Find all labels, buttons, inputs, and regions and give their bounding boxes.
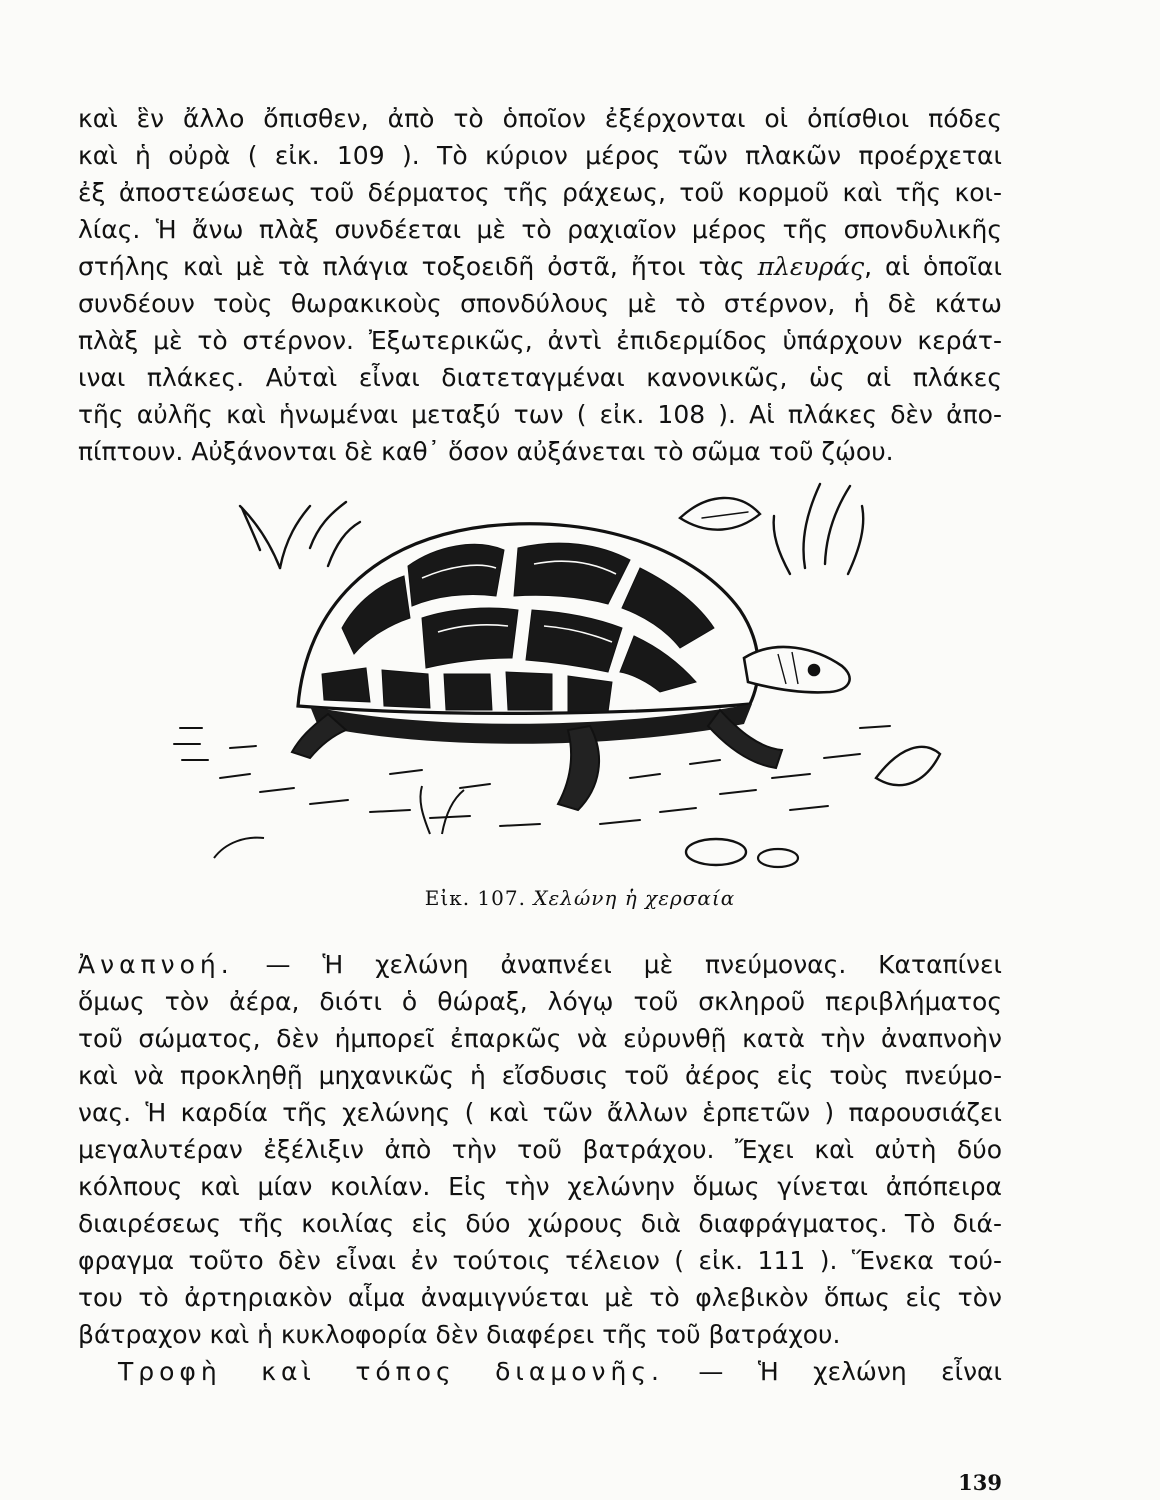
text-line: πλὰξ μὲ τὸ στέρνον. Ἐξωτερικῶς, ἀντὶ ἐπιδερμίδος ὑπάρχουν κεράτ- xyxy=(78,326,1002,355)
figure-caption xyxy=(0,886,1160,910)
text-line: πίπτουν. Αὐξάνονται δὲ καθ᾽ ὅσον αὐξάνεται τὸ σῶμα τοῦ ζῴου. xyxy=(78,437,894,466)
caption-text: Χελώνη ἡ χερσαία xyxy=(533,886,736,910)
section-heading-breathing: Ἀναπνοή. xyxy=(78,950,234,979)
caption-label: Εἰκ. 107. xyxy=(424,886,526,910)
pebble-icon xyxy=(686,839,746,865)
text-line: βάτραχον καὶ ἡ κυκλοφορία δὲν διαφέρει τῆς τοῦ βατράχου. xyxy=(78,1320,841,1349)
page-number: 139 xyxy=(958,1470,1002,1495)
text-line: καὶ ἓν ἄλλο ὄπισθεν, ἀπὸ τὸ ὁποῖον ἐξέρχονται οἱ ὀπίσθιοι πόδες xyxy=(78,104,1002,133)
text-line: νας. Ἡ καρδία τῆς χελώνης ( καὶ τῶν ἄλλων ἑρπετῶν ) παρουσιάζει xyxy=(78,1098,1002,1127)
text-line: του τὸ ἀρτηριακὸν αἷμα ἀναμιγνύεται μὲ τὸ φλεβικὸν ὅπως εἰς τὸν xyxy=(78,1283,1002,1312)
leaf-icon xyxy=(702,512,748,518)
section-heading-food: Τροφὴ καὶ τόπος διαμονῆς. xyxy=(118,1357,664,1386)
pebble-icon xyxy=(758,849,798,867)
text-line: τοῦ σώματος, δὲν ἠμπορεῖ ἐπαρκῶς νὰ εὐρυνθῇ κατὰ τὴν ἀναπνοὴν xyxy=(78,1024,1002,1053)
text-line: καὶ ἡ οὐρὰ ( εἰκ. 109 ). Τὸ κύριον μέρος τῶν πλακῶν προέρχεται xyxy=(78,141,1002,170)
tortoise-illustration xyxy=(160,478,960,878)
text-fragment: στήλης καὶ μὲ τὰ πλάγια τοξοειδῆ ὀστᾶ, ἤτοι τὰς xyxy=(78,252,758,281)
text-line: ὅμως τὸν ἀέρα, διότι ὁ θώραξ, λόγῳ τοῦ σκληροῦ περιβλήματος xyxy=(78,987,1002,1016)
text-line: μεγαλυτέραν ἐξέλιξιν ἀπὸ τὴν τοῦ βατράχου. Ἔχει καὶ αὐτὴ δύο xyxy=(78,1135,1002,1164)
leaf-icon xyxy=(680,498,760,530)
plant-icon xyxy=(774,484,864,574)
text-fragment: — Ἡ χελώνη εἶναι xyxy=(663,1357,1002,1386)
text-line: συνδέουν τοὺς θωρακικοὺς σπονδύλους μὲ τὸ στέρνον, ἡ δὲ κάτω xyxy=(78,289,1002,318)
text-line: ιναι πλάκες. Αὐταὶ εἶναι διατεταγμέναι κανονικῶς, ὡς αἱ πλάκες xyxy=(78,363,1002,392)
text-line: διαιρέσεως τῆς κοιλίας εἰς δύο χώρους διὰ διαφράγματος. Τὸ διά- xyxy=(78,1209,1002,1238)
text-line-breathing-heading xyxy=(78,946,1002,983)
italic-term: πλευράς xyxy=(757,252,865,281)
leaf-icon xyxy=(876,747,940,785)
plant-icon xyxy=(214,786,464,858)
text-line: φραγμα τοῦτο δὲν εἶναι ἐν τούτοις τέλειον ( εἰκ. 111 ). Ἕνεκα τού- xyxy=(78,1246,1002,1275)
text-line: τῆς αὐλῆς καὶ ἡνωμέναι μεταξύ των ( εἰκ. 108 ). Αἱ πλάκες δὲν ἀπο- xyxy=(78,400,1002,429)
text-line: κόλπους καὶ μίαν κοιλίαν. Εἰς τὴν χελώνην ὅμως γίνεται ἀπόπειρα xyxy=(78,1172,1002,1201)
text-fragment: , αἱ ὁποῖαι xyxy=(864,252,1002,281)
text-fragment: — Ἡ χελώνη ἀναπνέει μὲ πνεύμονας. Καταπίνει xyxy=(233,950,1002,979)
text-line: λίας. Ἡ ἄνω πλὰξ συνδέεται μὲ τὸ ραχιαῖον μέρος τῆς σπονδυλικῆς xyxy=(78,215,1002,244)
text-line-pleuras xyxy=(78,248,1002,285)
top-paragraph xyxy=(78,100,1002,470)
text-line: ἐξ ἀποστεώσεως τοῦ δέρματος τῆς ράχεως, τοῦ κορμοῦ καὶ τῆς κοι- xyxy=(78,178,1002,207)
text-line-food-heading xyxy=(78,1353,1002,1390)
bottom-paragraphs xyxy=(78,946,1002,1390)
text-line: καὶ νὰ προκληθῇ μηχανικῶς ἡ εἴσδυσις τοῦ ἀέρος εἰς τοὺς πνεύμο- xyxy=(78,1061,1002,1090)
plant-icon xyxy=(240,502,360,568)
